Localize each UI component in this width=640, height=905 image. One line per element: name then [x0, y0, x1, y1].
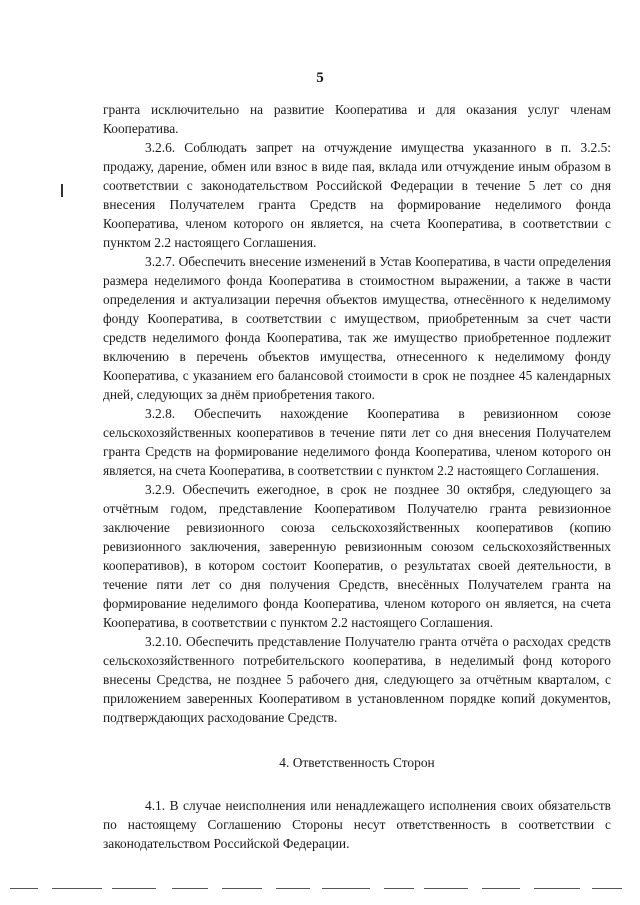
paragraph-3-2-9: 3.2.9. Обеспечить ежегодное, в срок не позднее 30 октября, следующего за отчётным годом, представление Кооперативом Получателю гранта ревизионное заключение ревизионного союза сельскохозяйственных кооперативов (копию ревизионного заключения, заверенную ревизионным союзом сельскохозяйственных кооперативов), в котором состоит Кооператив, о результатах своей деятельности, в течение пяти лет со дня получения Средств, внесённых Получателем гранта на формирование неделимого фонда Кооператива, членом которого он является, на счета Кооператива, в соответствии с пунктом 2.2 настоящего Соглашения.: [103, 482, 611, 630]
page-number: 5: [316, 70, 324, 86]
paragraph-continuation: гранта исключительно на развитие Кооператива и для оказания услуг членам Кооператива.: [103, 102, 611, 136]
paragraph-3-2-6: 3.2.6. Соблюдать запрет на отчуждение имущества указанного в п. 3.2.5: продажу, дарение, обмен или взнос в виде пая, вклада или отчуждение иным образом в соответствии с законодательством Российской Федерации в течение 5 лет со дня внесения Получателем гранта Средств на формирование неделимого фонда Кооператива, членом которого он является, на счета Кооператива, в соответствии с пунктом 2.2 настоящего Соглашения.: [103, 140, 611, 250]
document-body: [103, 100, 611, 853]
paragraph-3-2-8: 3.2.8. Обеспечить нахождение Кооператива в ревизионном союзе сельскохозяйственных кооперативов в течение пяти лет со дня внесения Получателем гранта Средств на формирование неделимого фонда Кооператива, членом которого он является, на счета Кооператива, в соответствии с пунктом 2.2 настоящего Соглашения.: [103, 406, 611, 478]
paragraph-3-2-7: 3.2.7. Обеспечить внесение изменений в Устав Кооператива, в части определения размера неделимого фонда Кооператива в стоимостном выражении, а также в части определения и актуализации перечня объектов имущества, отнесённого к неделимому фонду Кооператива, в соответствии с имуществом, приобретенным за счет части средств неделимого фонда Кооператива, так же имущество приобретенное подлежит включению в перечень объектов имущества, отнесенного к неделимому фонду Кооператива, с указанием его балансовой стоимости в срок не позднее 45 календарных дней, следующих за днём приобретения такого.: [103, 254, 611, 402]
bottom-dashes: [0, 888, 640, 892]
paragraph-4-1: 4.1. В случае неисполнения или ненадлежащего исполнения своих обязательств по настоящему Соглашению Стороны несут ответственность в соответствии с законодательством Российской Федерации.: [103, 798, 611, 851]
paragraph-3-2-10: 3.2.10. Обеспечить представление Получателю гранта отчёта о расходах средств сельскохозяйственного потребительского кооператива, в неделимый фонд которого внесены Средства, не позднее 5 рабочего дня, следующего за отчётным кварталом, с приложением заверенных Кооперативом в установленном порядке копий документов, подтверждающих расходование Средств.: [103, 634, 611, 725]
margin-mark: [61, 184, 63, 197]
section-heading-4: 4. Ответственность Сторон: [279, 755, 435, 770]
